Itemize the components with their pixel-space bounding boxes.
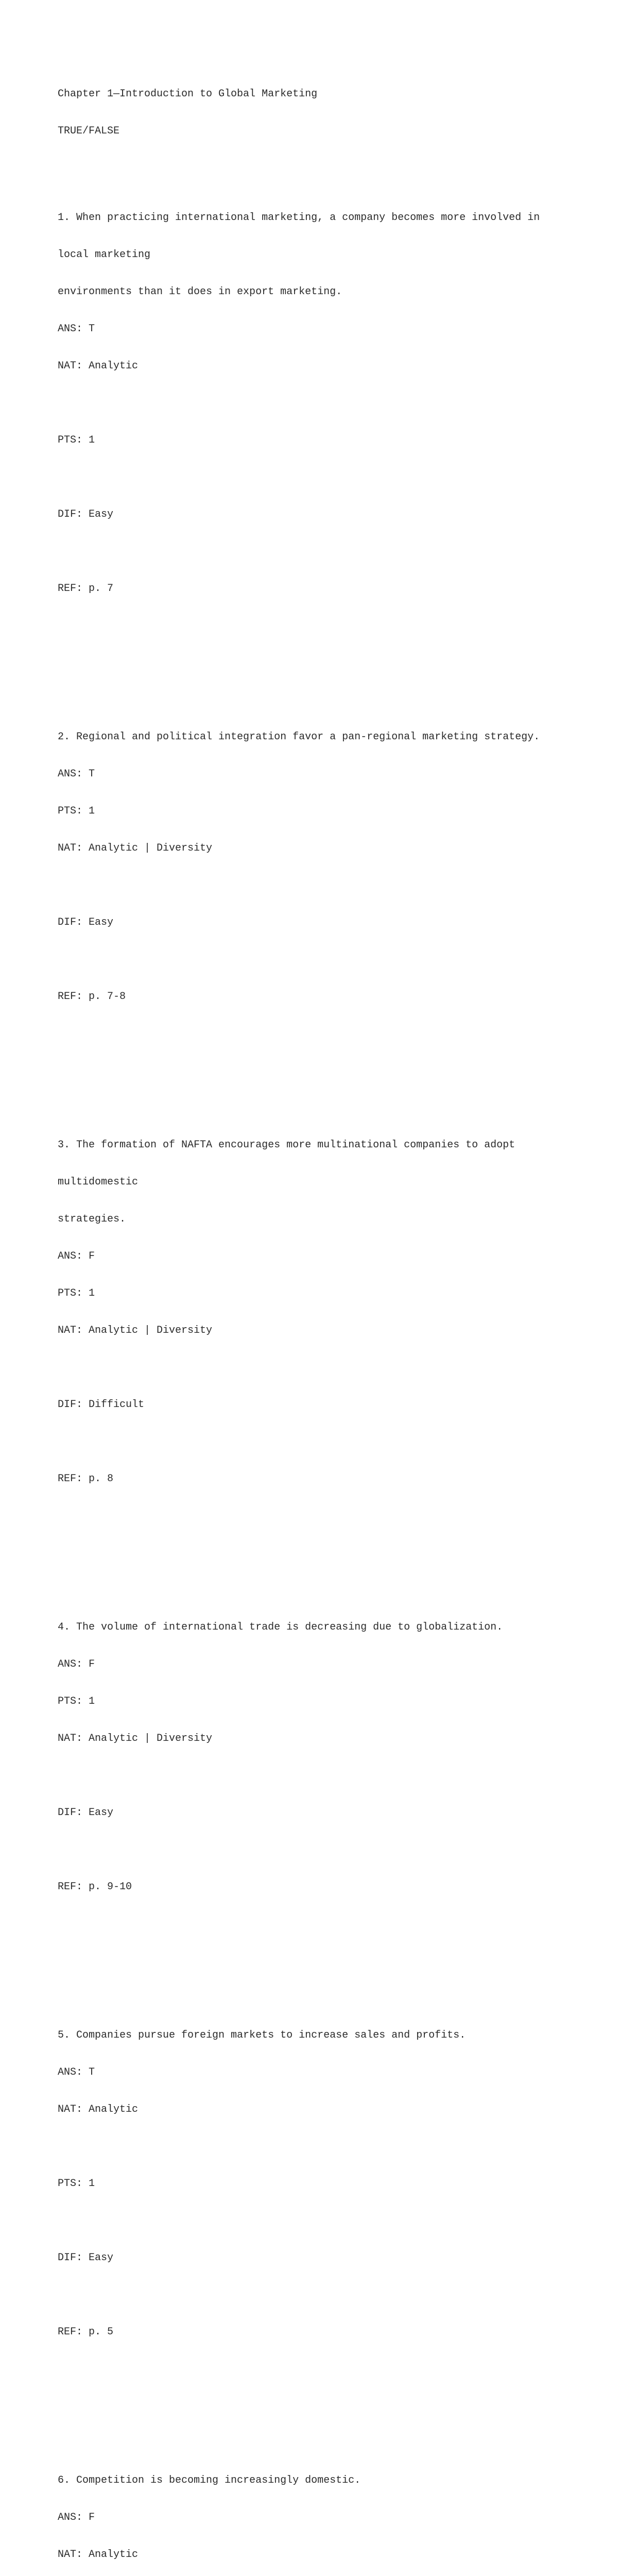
question-text-line: 2. Regional and political integration favor a pan-regional marketing strategy. — [58, 731, 540, 743]
question-1 — [58, 187, 573, 657]
answer: ANS: T — [58, 2066, 95, 2078]
question-text-line: 1. When practicing international marketing, a company becomes more involved in — [58, 212, 540, 224]
answer: ANS: F — [58, 2512, 95, 2523]
document-page — [58, 63, 573, 2576]
reference: REF: p. 7 — [58, 583, 114, 595]
points: PTS: 1 — [58, 1287, 95, 1299]
reference: REF: p. 8 — [58, 1473, 114, 1485]
question-6 — [58, 2450, 573, 2576]
nat-tag: NAT: Analytic | Diversity — [58, 842, 213, 854]
section-heading: TRUE/FALSE — [58, 125, 120, 137]
points: PTS: 1 — [58, 1696, 95, 1707]
answer: ANS: T — [58, 323, 95, 335]
points: PTS: 1 — [58, 434, 95, 446]
difficulty: DIF: Easy — [58, 509, 114, 520]
question-3 — [58, 1114, 573, 1547]
points: PTS: 1 — [58, 2178, 95, 2190]
reference: REF: p. 5 — [58, 2326, 114, 2338]
reference: REF: p. 7-8 — [58, 991, 126, 1003]
difficulty: DIF: Easy — [58, 2252, 114, 2264]
question-text-line: 3. The formation of NAFTA encourages more multinational companies to adopt — [58, 1139, 516, 1151]
question-text-line: 6. Competition is becoming increasingly domestic. — [58, 2475, 361, 2486]
question-text-line: environments than it does in export marketing. — [58, 286, 342, 298]
nat-tag: NAT: Analytic — [58, 360, 139, 372]
points: PTS: 1 — [58, 805, 95, 817]
difficulty: DIF: Easy — [58, 917, 114, 928]
answer: ANS: F — [58, 1250, 95, 1262]
question-text-line: multidomestic — [58, 1176, 139, 1188]
difficulty: DIF: Difficult — [58, 1399, 145, 1411]
question-5 — [58, 2005, 573, 2400]
question-text-line: 5. Companies pursue foreign markets to increase sales and profits. — [58, 2029, 466, 2041]
question-text-line: 4. The volume of international trade is decreasing due to globalization. — [58, 1621, 503, 1633]
question-text-line: strategies. — [58, 1213, 126, 1225]
reference: REF: p. 9-10 — [58, 1881, 132, 1893]
nat-tag: NAT: Analytic — [58, 2104, 139, 2115]
chapter-title: Chapter 1—Introduction to Global Marketing — [58, 88, 318, 100]
question-4 — [58, 1597, 573, 1955]
nat-tag: NAT: Analytic — [58, 2549, 139, 2561]
difficulty: DIF: Easy — [58, 1807, 114, 1819]
question-text-line: local marketing — [58, 249, 151, 261]
answer: ANS: F — [58, 1658, 95, 1670]
answer: ANS: T — [58, 768, 95, 780]
question-2 — [58, 706, 573, 1065]
nat-tag: NAT: Analytic | Diversity — [58, 1733, 213, 1744]
nat-tag: NAT: Analytic | Diversity — [58, 1325, 213, 1336]
